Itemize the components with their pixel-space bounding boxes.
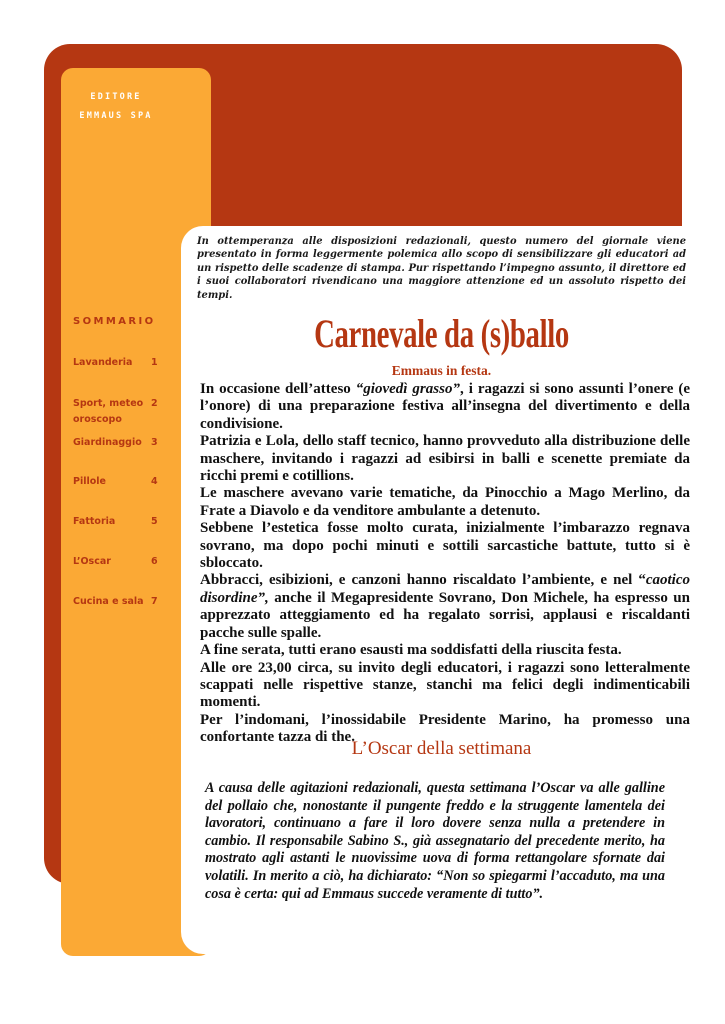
toc-label: Giardinaggio (73, 437, 142, 448)
article-paragraph: Le maschere avevano varie tematiche, da Pinocchio a Mago Merlino, da Frate a Diavolo e da venditore ambulante a detenuto. (200, 485, 690, 519)
article-paragraph: Per l’indomani, l’inossidabile Presidente Marino, ha promesso una confortante tazza di the. (200, 711, 690, 746)
toc-item[interactable] (73, 435, 169, 451)
article-paragraph: A fine serata, tutti erano esausti ma soddisfatti della riuscita festa. (200, 642, 622, 659)
article-body (200, 381, 690, 747)
toc-item[interactable] (73, 474, 169, 490)
oscar-body: A causa delle agitazioni redazionali, questa settimana l’Oscar va alle galline del pollaio che, nonostante il pungente freddo e la struggente lamentela dei lavoratori, continuano a fare il loro dovere senza nulla a pretendere in cambio. Il responsabile Sabino S., già assegnatario del precedente merito, ha mostrato agli astanti le nuovissime uova di forma rettangolare sfornate dai volatili. In merito a ciò, ha dichiarato: “Non so spiegarmi l’accaduto, ma una cosa è certa: qui ad Emmaus succede veramente di tutto”. (205, 780, 665, 902)
toc-item[interactable] (73, 514, 169, 530)
toc-page: 3 (151, 437, 158, 448)
toc-item[interactable] (73, 355, 169, 371)
toc-page: 4 (151, 476, 158, 487)
toc-label: Cucina e sala (73, 596, 144, 607)
toc-label: L’Oscar (73, 556, 111, 567)
toc-page: 7 (151, 596, 158, 607)
toc-item[interactable] (73, 594, 169, 610)
toc-label: Pillole (73, 476, 106, 487)
toc-label: Sport, meteo oroscopo (73, 398, 144, 425)
toc-item[interactable] (73, 554, 169, 570)
article-paragraph: Patrizia e Lola, dello staff tecnico, hanno provveduto alla distribuzione delle maschere, invitando i ragazzi ad esibirsi in balli e scenette premiate da ricchi premi e cotillions. (200, 433, 690, 485)
article-subtitle: Emmaus in festa. (391, 363, 492, 378)
toc-item[interactable] (73, 396, 169, 428)
emphasis: “giovedì grasso” (355, 381, 460, 397)
article-paragraph: In occasione dell’atteso “giovedì grasso”, i ragazzi si sono assunti l’onere (e l’onore) di una preparazione festiva all’insegna del divertimento e della condivisione. (200, 381, 690, 432)
toc-page: 2 (151, 398, 158, 409)
toc-page: 6 (151, 556, 158, 567)
article-paragraph: Sebbene l’estetica fosse molto curata, inizialmente l’imbarazzo regnava sovrano, ma dopo pochi minuti e sottili sarcastiche battute, tutto si è sbloccato. (200, 520, 690, 572)
publisher-block (61, 88, 171, 126)
toc-page: 1 (151, 357, 158, 368)
editorial-notice: In ottemperanza alle disposizioni redazionali, questo numero del giornale viene presentato in forma leggermente polemica allo scopo di sensibilizzare gli educatori ad un rispetto delle scadenze di stampa. Pur rispettando l’impegno assunto, il direttore ed i suoi collaboratori rivendicano una maggiore attenzione ed un assoluto rispetto dei tempi. (197, 236, 686, 301)
article-paragraph: Alle ore 23,00 circa, su invito degli educatori, i ragazzi sono letteralmente scappati nelle rispettive stanze, stanchi ma felici degli indimenticabili momenti. (200, 659, 690, 711)
toc-label: Lavanderia (73, 357, 133, 368)
oscar-title: L’Oscar della settimana (351, 738, 532, 759)
article-title: Carnevale da (s)ballo (314, 311, 569, 356)
publisher-line-2: EMMAUS SPA (79, 111, 153, 121)
publisher-line-1: EDITORE (90, 92, 142, 102)
emphasis: caotico disordine”, (200, 572, 690, 606)
toc-page: 5 (151, 516, 158, 527)
sommario-title: SOMMARIO (73, 316, 156, 327)
toc-label: Fattoria (73, 516, 116, 527)
article-paragraph: Abbracci, esibizioni, e canzoni hanno riscaldato l’ambiente, e nel “caotico disordine”, anche il Megapresidente Sovrano, Don Michele, ha espresso un apprezzato atteggiamento ed ha regalato sorrisi, applausi e riscaldanti pacche sulle spalle. (200, 572, 690, 641)
